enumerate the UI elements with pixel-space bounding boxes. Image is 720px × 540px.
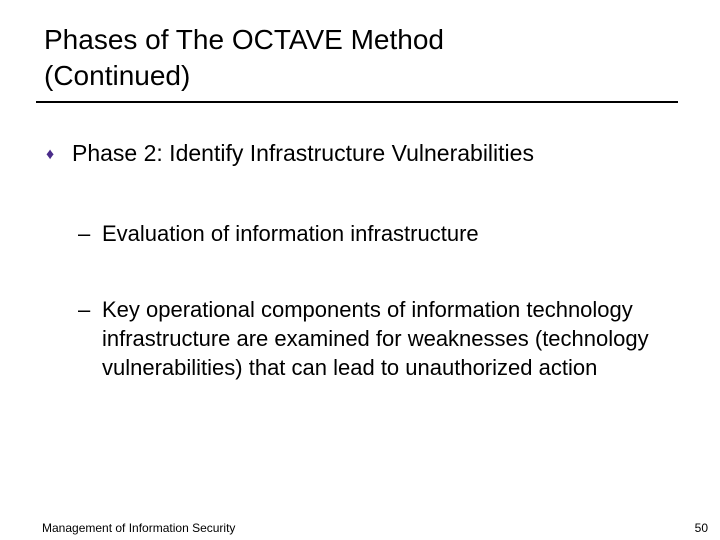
sub-bullet-evaluation-text: Evaluation of information infrastructure [102,221,479,246]
dash-marker: – [78,297,91,322]
bullet-phase-2 [46,138,534,170]
sub-bullet-key-components [78,295,678,382]
title-divider [36,101,678,103]
diamond-bullet-icon: ♦ [46,146,55,163]
slide-title-line-2: (Continued) [44,60,191,91]
dash-marker: – [78,221,91,246]
footer-page-number: 50 [694,521,708,535]
footer-course-title: Management of Information Security [42,521,236,535]
sub-bullet-key-components-text: Key operational components of information technology infrastructure are examined for weaknesses (technology vulnerabilities) that can lead to unauthorized action [102,297,649,380]
sub-bullet-evaluation [78,219,479,248]
bullet-phase-2-text: Phase 2: Identify Infrastructure Vulnerabilities [72,140,534,166]
slide-title-line-1: Phases of The OCTAVE Method [44,24,444,55]
slide-title [44,22,664,94]
